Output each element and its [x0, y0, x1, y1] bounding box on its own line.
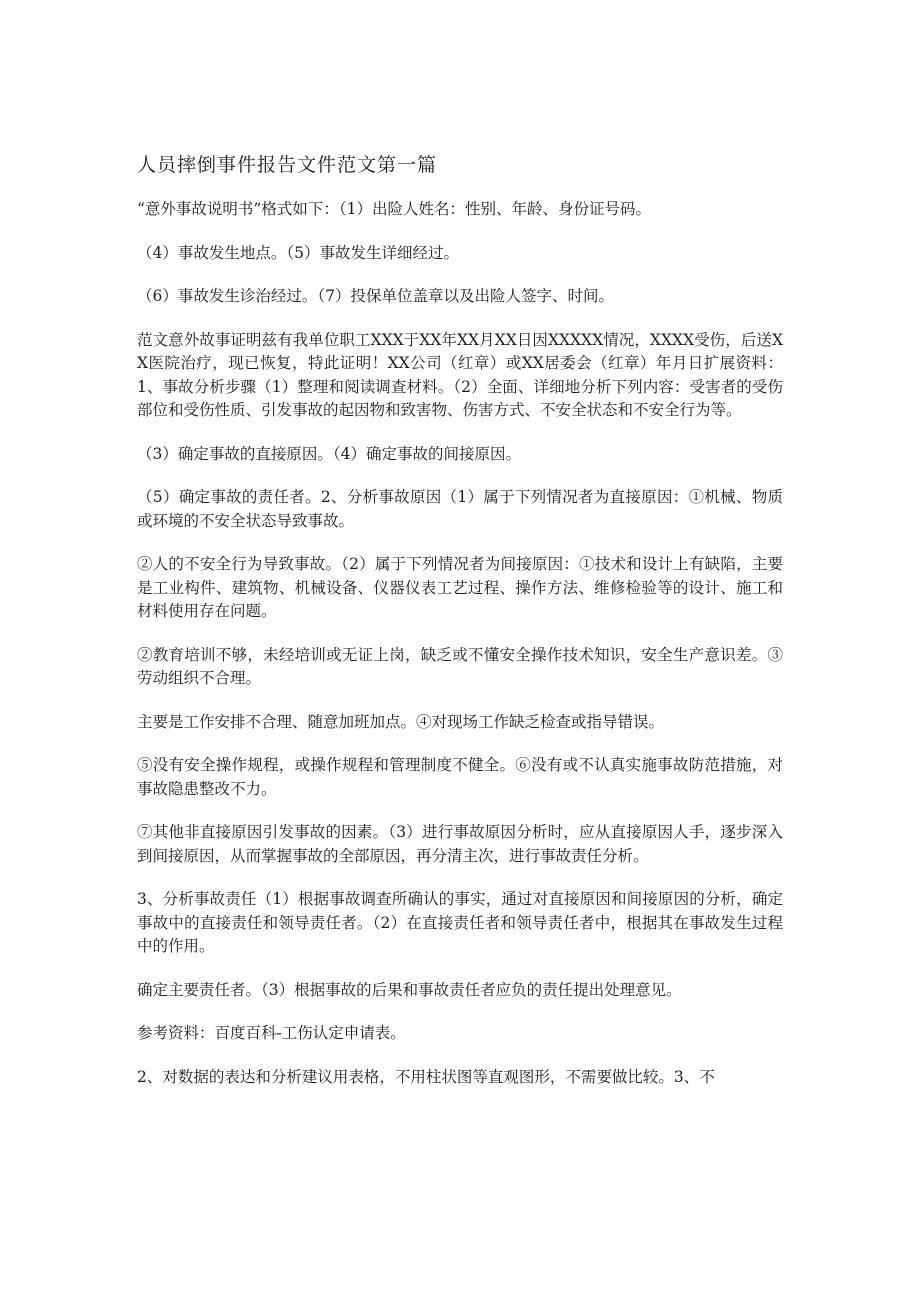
- paragraph-4: 范文意外故事证明兹有我单位职工XXX于XX年XX月XX日因XXXXX情况，XXXX受伤，后送XX医院治疗，现已恢复，特此证明！XX公司（红章）或XX居委会（红章）年月日扩展资料：1、事故分析步骤（1）整理和阅读调查材料。（2）全面、详细地分析下列内容：受害者的受伤部位和受伤性质、引发事故的起因物和致害物、伤害方式、不安全状态和不安全行为等。: [137, 330, 783, 419]
- paragraph-2: （4）事故发生地点。（5）事故发生详细经过。: [137, 243, 459, 262]
- paragraph-15: 2、对数据的表达和分析建议用表格，不用柱状图等直观图形，不需要做比较。3、不: [137, 1067, 715, 1086]
- document-body: [137, 152, 783, 1109]
- paragraph-10: ⑤没有安全操作规程，或操作规程和管理制度不健全。⑥没有或不认真实施事故防范措施，对事故隐患整改不力。: [137, 756, 783, 798]
- paragraph-11: ⑦其他非直接原因引发事故的因素。（3）进行事故原因分析时，应从直接原因人手，逐步深入到间接原因，从而掌握事故的全部原因，再分清主次，进行事故责任分析。: [137, 823, 783, 865]
- paragraph-12: 3、分析事故责任（1）根据事故调查所确认的事实，通过对直接原因和间接原因的分析，确定事故中的直接责任和领导责任者。（2）在直接责任者和领导责任者中，根据其在事故发生过程中的作用。: [137, 890, 783, 955]
- document-title: 人员摔倒事件报告文件范文第一篇: [137, 154, 438, 176]
- paragraph-8: ②教育培训不够，未经培训或无证上岗，缺乏或不懂安全操作技术知识，安全生产意识差。③劳动组织不合理。: [137, 645, 783, 687]
- paragraph-14: 参考资料：百度百科-工伤认定申请表。: [137, 1024, 406, 1042]
- paragraph-6: （5）确定事故的责任者。2、分析事故原因（1）属于下列情况者为直接原因：①机械、物质或环境的不安全状态导致事故。: [137, 488, 783, 530]
- paragraph-9: 主要是工作安排不合理、随意加班加点。④对现场工作缺乏检查或指导错误。: [137, 712, 665, 731]
- paragraph-1: “意外事故说明书”格式如下：（1）出险人姓名：性别、年龄、身份证号码。: [137, 200, 651, 218]
- paragraph-5: （3）确定事故的直接原因。（4）确定事故的间接原因。: [137, 444, 521, 463]
- paragraph-3: （6）事故发生诊治经过。（7）投保单位盖章以及出险人签字、时间。: [137, 287, 614, 305]
- paragraph-13: 确定主要责任者。（3）根据事故的后果和事故责任者应负的责任提出处理意见。: [137, 980, 682, 999]
- paragraph-7: ②人的不安全行为导致事故。（2）属于下列情况者为间接原因：①技术和设计上有缺陷，主要是工业构件、建筑物、机械设备、仪器仪表工艺过程、操作方法、维修检验等的设计、施工和材料使用存在问题。: [137, 555, 783, 620]
